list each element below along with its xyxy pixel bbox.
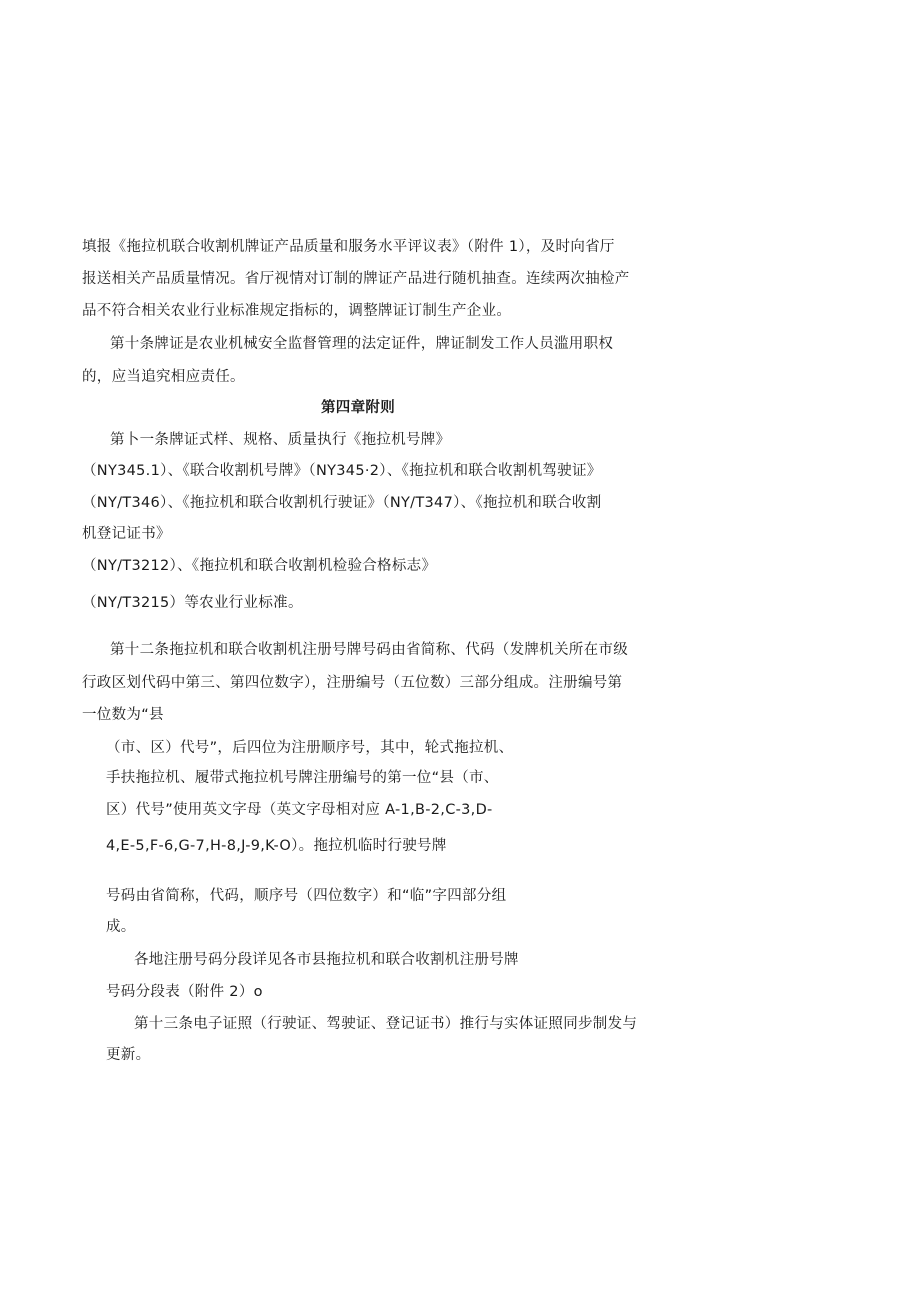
text-line-23: 号码分段表（附件 2）o: [106, 984, 263, 1000]
chapter-heading: 第四章附则: [321, 400, 395, 416]
text-line-5: 的，应当追究相应责任。: [82, 369, 245, 385]
text-line-2: 报送相关产品质量情况。省厅视情对订制的牌证产品进行随机抽查。连续两次抽检产: [82, 271, 630, 287]
text-line-19: 4,E-5,F-6,G-7,H-8,J-9,K-O）。拖拉机临时行驶号牌: [106, 838, 447, 854]
text-line-14: 行政区划代码中第三、第四位数字），注册编号（五位数）三部分组成。注册编号第: [82, 675, 623, 691]
text-line-11: （NY/T3212）、《拖拉机和联合收割机检验合格标志》: [82, 558, 437, 574]
text-line-15: 一位数为“县: [82, 707, 164, 723]
text-line-25: 更新。: [106, 1047, 151, 1063]
text-line-7: 第卜一条牌证式样、规格、质量执行《拖拉机号牌》: [110, 432, 451, 448]
text-line-17: 手扶拖拉机、履带式拖拉机号牌注册编号的第一位“县（市、: [106, 770, 499, 786]
text-line-18: 区）代号”使用英文字母（英文字母相对应 A-1,B-2,C-3,D-: [106, 802, 493, 818]
text-line-10: 机登记证书》: [82, 526, 171, 542]
text-line-1: 填报《拖拉机联合收割机牌证产品质量和服务水平评议表》（附件 1），及时向省厅: [82, 239, 615, 255]
text-line-24: 第十三条电子证照（行驶证、驾驶证、登记证书）推行与实体证照同步制发与: [134, 1016, 638, 1032]
text-line-21: 成。: [106, 919, 136, 935]
text-line-12: （NY/T3215）等农业行业标准。: [82, 595, 303, 611]
text-line-22: 各地注册号码分段详见各市县拖拉机和联合收割机注册号牌: [134, 952, 519, 968]
text-line-8: （NY345.1）、《联合收割机号牌》（NY345·2）、《拖拉机和联合收割机驾驶证》: [82, 463, 602, 479]
text-line-13: 第十二条拖拉机和联合收割机注册号牌号码由省简称、代码（发牌机关所在市级: [110, 642, 628, 658]
text-line-9: （NY/T346）、《拖拉机和联合收割机行驶证》（NY/T347）、《拖拉机和联合收割: [82, 495, 602, 511]
text-line-16: （市、区）代号”，后四位为注册顺序号，其中，轮式拖拉机、: [106, 740, 514, 756]
text-line-4: 第十条牌证是农业机械安全监督管理的法定证件，牌证制发工作人员滥用职权: [110, 336, 614, 352]
text-line-20: 号码由省简称，代码，顺序号（四位数字）和“临”字四部分组: [106, 888, 507, 904]
text-line-3: 品不符合相关农业行业标准规定指标的，调整牌证订制生产企业。: [82, 303, 512, 319]
